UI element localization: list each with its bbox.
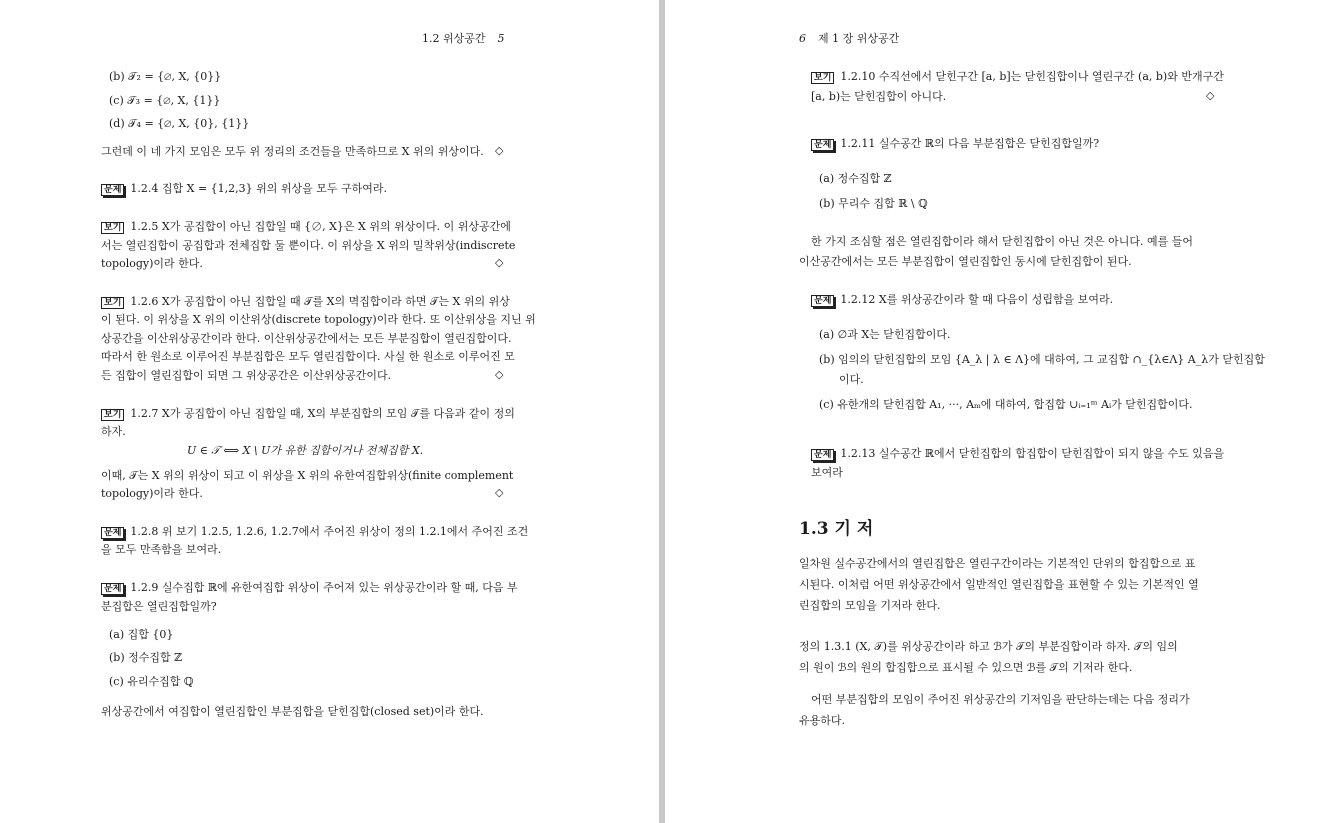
end-mark: ◇ [1206, 89, 1215, 102]
paragraph-line: 을 모두 만족함을 보여라. [101, 543, 222, 556]
problem-1-2-8: 문제 1.2.8 위 보기 1.2.5, 1.2.6, 1.2.7에서 주어진 위상이 정의 1.2.1에서 주어진 조건 [101, 525, 528, 539]
problem-1-2-9: 문제 1.2.9 실수집합 ℝ에 유한여집합 위상이 주어져 있는 위상공간이라 할 때, 다음 부 [101, 581, 518, 595]
example-label: 보기 [811, 72, 834, 84]
problem-label: 문제 [101, 184, 124, 196]
paragraph-line: 보여라 [811, 466, 843, 479]
problem-label: 문제 [101, 583, 124, 595]
problem-1-2-12: 문제 1.2.12 X를 위상공간이라 할 때 다음이 성립함을 보여라. [811, 293, 1113, 307]
paragraph-line: 시된다. 이처럼 어떤 위상공간에서 일반적인 열린집합을 표현할 수 있는 기본적인 열 [799, 578, 1199, 591]
end-mark: ◇ [495, 256, 504, 269]
paragraph-line: 상공간을 이산위상공간이라 한다. 이산위상공간에서는 모든 부분집합이 열린집합이다. [101, 332, 512, 345]
problem-1-2-4: 문제 1.2.4 집합 X = {1,2,3} 위의 위상을 모두 구하여라. [101, 182, 387, 196]
problem-label: 문제 [811, 295, 834, 307]
paragraph-line: 한 가지 조심할 점은 열린집합이라 해서 닫힌집합이 아닌 것은 아니다. 예를 들어 [811, 235, 1193, 248]
example-1-2-10: 보기 1.2.10 수직선에서 닫힌구간 [a, b]는 닫힌집합이나 열린구간 (a, b)와 반개구간 [811, 70, 1224, 84]
paragraph-line: 일차원 실수공간에서의 열린집합은 열린구간이라는 기본적인 단위의 합집합으로 표 [799, 557, 1196, 570]
paragraph-line: 든 집합이 열린집합이 되면 그 위상공간은 이산위상공간이다. [101, 369, 392, 382]
definition-1-3-1: 정의 1.3.1 (X, 𝒯)를 위상공간이라 하고 ℬ가 𝒯의 부분집합이라 하자. 𝒯의 임의 [799, 640, 1178, 653]
example-label: 보기 [101, 222, 124, 234]
paragraph-line: 그런데 이 네 가지 모임은 모두 위 정리의 조건들을 만족하므로 X 위의 위상이다. [101, 145, 484, 158]
list-item: (a) 집합 {0} [109, 628, 174, 641]
paragraph-line: 분집합은 열린집합일까? [101, 600, 217, 613]
list-item: (b) 정수집합 ℤ [109, 651, 183, 664]
paragraph-line: 의 원이 ℬ의 원의 합집합으로 표시될 수 있으면 ℬ를 𝒯의 기저라 한다. [799, 661, 1133, 674]
section-title: 1.3 기 저 [799, 519, 874, 539]
problem-label: 문제 [811, 139, 834, 151]
paragraph-line: 이산공간에서는 모든 부분집합이 열린집합인 동시에 닫힌집합이 된다. [799, 255, 1132, 268]
problem-1-2-11: 문제 1.2.11 실수공간 ℝ의 다음 부분집합은 닫힌집합일까? [811, 137, 1099, 151]
example-1-2-6: 보기 1.2.6 X가 공집합이 아닌 집합일 때 𝒯를 X의 멱집합이라 하면 𝒯는 X 위의 위상 [101, 295, 510, 309]
list-item: (a) ∅과 X는 닫힌집합이다. [819, 328, 951, 341]
end-mark: ◇ [495, 368, 504, 381]
example-1-2-5: 보기 1.2.5 X가 공집합이 아닌 집합일 때 {∅, X}은 X 위의 위상이다. 이 위상공간에 [101, 220, 511, 234]
list-item: (c) 유리수집합 ℚ [109, 675, 194, 688]
running-head: 1.2 위상공간 5 [422, 32, 505, 45]
list-item: (b) 임의의 닫힌집합의 모임 {A_λ | λ ∈ Λ}에 대하여, 그 교집합 ∩_{λ∈Λ} A_λ가 닫힌집합 [819, 353, 1265, 366]
paragraph-line: 린집합의 모임을 기저라 한다. [799, 599, 941, 612]
example-label: 보기 [101, 297, 124, 309]
paragraph-line: topology)이라 한다. [101, 487, 203, 500]
paragraph-line: 하자. [101, 425, 126, 438]
paragraph-line: [a, b)는 닫힌집합이 아니다. [811, 90, 947, 103]
list-item: (b) 무리수 집합 ℝ \ ℚ [819, 197, 928, 210]
list-item: (a) 정수집합 ℤ [819, 172, 892, 185]
page-number: 6 [799, 32, 806, 45]
problem-1-2-13: 문제 1.2.13 실수공간 ℝ에서 닫힌집합의 합집합이 닫힌집합이 되지 않을 수도 있음을 [811, 447, 1224, 461]
paragraph-line: 위상공간에서 여집합이 열린집합인 부분집합을 닫힌집합(closed set)이라 한다. [101, 705, 484, 718]
paragraph-line: 유용하다. [799, 714, 846, 727]
problem-label: 문제 [101, 527, 124, 539]
paragraph-line: 이때, 𝒯는 X 위의 위상이 되고 이 위상을 X 위의 유한여집합위상(finite complement [101, 469, 514, 482]
paragraph-line: 따라서 한 원소로 이루어진 부분집합은 모두 열린집합이다. 사실 한 원소로 이루어진 모 [101, 350, 515, 363]
list-item: (c) 유한개의 닫힌집합 A₁, ···, Aₘ에 대하여, 합집합 ∪ᵢ₌₁ᵐ Aᵢ가 닫힌집합이다. [819, 398, 1193, 411]
display-formula: U ∈ 𝒯 ⟺ X \ U가 유한 집합이거나 전체집합 X. [187, 444, 424, 457]
paragraph-line: topology)이라 한다. [101, 257, 203, 270]
list-item: (d) 𝒯₄ = {∅, X, {0}, {1}} [109, 117, 250, 130]
end-mark: ◇ [495, 144, 504, 157]
paragraph-line: 어떤 부분집합의 모임이 주어진 위상공간의 기저임을 판단하는데는 다음 정리가 [811, 693, 1190, 706]
example-1-2-7: 보기 1.2.7 X가 공집합이 아닌 집합일 때, X의 부분집합의 모임 𝒯를 다음과 같이 정의 [101, 407, 515, 421]
paragraph-line: 이 된다. 이 위상을 X 위의 이산위상(discrete topology)이라 한다. 또 이산위상을 지닌 위 [101, 313, 536, 326]
paragraph-line: 서는 열린집합이 공집합과 전체집합 둘 뿐이다. 이 위상을 X 위의 밀착위상(indiscrete [101, 239, 516, 252]
right-page [665, 0, 1329, 823]
problem-label: 문제 [811, 449, 834, 461]
list-item: (b) 𝒯₂ = {∅, X, {0}} [109, 70, 222, 83]
list-item-continuation: 이다. [839, 373, 864, 386]
example-label: 보기 [101, 409, 124, 421]
running-head: 6 제 1 장 위상공간 [799, 32, 900, 45]
page-number: 5 [497, 32, 505, 45]
end-mark: ◇ [495, 486, 504, 499]
left-page [0, 0, 659, 823]
list-item: (c) 𝒯₃ = {∅, X, {1}} [109, 94, 221, 107]
